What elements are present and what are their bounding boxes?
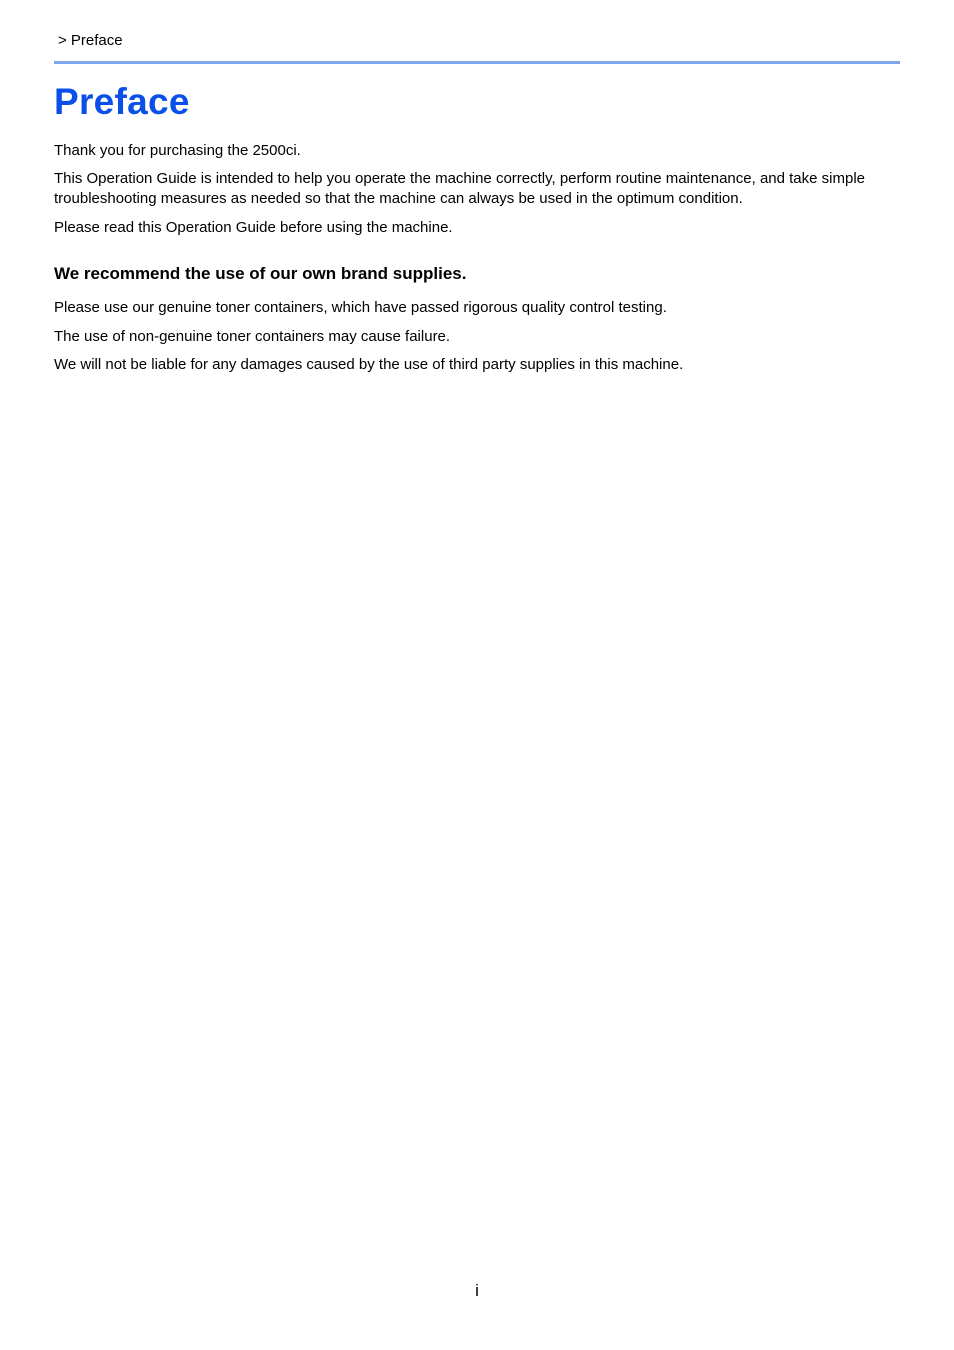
page-number: i [475, 1281, 479, 1300]
supplies-paragraph-failure: The use of non-genuine toner containers may cause failure. [54, 328, 451, 345]
intro-paragraph-thanks: Thank you for purchasing the 2500ci. [54, 142, 301, 159]
breadcrumb: > Preface [58, 32, 123, 49]
page-title: Preface [54, 81, 190, 122]
intro-paragraph-purpose: This Operation Guide is intended to help you operate the machine correctly, perform routine maintenance, and take simple troubleshooting measures as needed so that the machine can always be used in the optimum condition. [54, 170, 866, 207]
supplies-paragraph-liability: We will not be liable for any damages caused by the use of third party supplies in this machine. [54, 356, 684, 373]
supplies-paragraph-genuine: Please use our genuine toner containers, which have passed rigorous quality control testing. [54, 299, 667, 316]
header-divider [54, 61, 900, 64]
section-heading-supplies: We recommend the use of our own brand supplies. [54, 264, 467, 283]
intro-paragraph-read-guide: Please read this Operation Guide before using the machine. [54, 219, 453, 236]
